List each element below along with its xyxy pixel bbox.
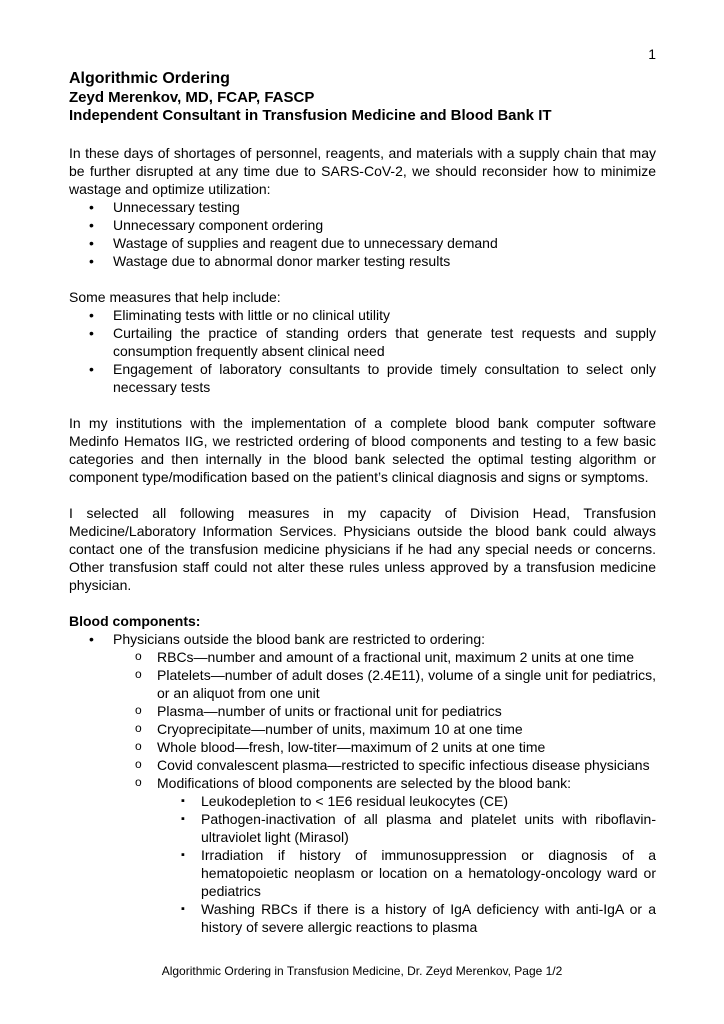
list-item: • Unnecessary component ordering <box>69 216 656 234</box>
measures-list <box>69 306 656 396</box>
list-item: ▪ Irradiation if history of immunosuppression or diagnosis of a hematopoietic neoplasm or location on a hematology-oncology ward or pediatrics <box>157 846 656 900</box>
modifications-list <box>157 792 656 936</box>
list-item: o Cryoprecipitate—number of units, maximum 10 at one time <box>113 720 656 738</box>
list-item: ▪ Washing RBCs if there is a history of IgA deficiency with anti-IgA or a history of severe allergic reactions to plasma <box>157 900 656 936</box>
document-title: Algorithmic Ordering <box>69 70 230 87</box>
orderable-components-list <box>113 648 656 936</box>
list-item <box>113 774 656 936</box>
list-item-text: Modifications of blood components are selected by the blood bank: <box>157 774 572 791</box>
list-item: o RBCs—number and amount of a fractional unit, maximum 2 units at one time <box>113 648 656 666</box>
intro-list <box>69 198 656 270</box>
page-number: 1 <box>648 46 656 62</box>
blood-components-list <box>69 630 656 936</box>
document-body <box>69 70 656 936</box>
list-item: o Covid convalescent plasma—restricted to specific infectious disease physicians <box>113 756 656 774</box>
list-item-text: Physicians outside the blood bank are restricted to ordering: <box>113 630 485 647</box>
list-item: o Plasma—number of units or fractional unit for pediatrics <box>113 702 656 720</box>
institutions-paragraph: In my institutions with the implementation of a complete blood bank computer software Medinfo Hematos IIG, we restricted ordering of blood components and testing to a few basic categories and then internally in the blood bank selected the optimal testing algorithm or component type/modification based on the patient’s clinical diagnosis and signs or symptoms. <box>69 414 656 485</box>
list-item <box>69 630 656 936</box>
selected-measures-paragraph: I selected all following measures in my capacity of Division Head, Transfusion Medicine/Laboratory Information Services. Physicians outside the blood bank could always contact one of the transfusion medicine physicians if he had any special needs or concerns. Other transfusion staff could not alter these rules unless approved by a transfusion medicine physician. <box>69 504 656 593</box>
list-item: • Wastage due to abnormal donor marker testing results <box>69 252 656 270</box>
measures-paragraph: Some measures that help include: <box>69 288 281 305</box>
list-item: • Unnecessary testing <box>69 198 656 216</box>
affiliation-line: Independent Consultant in Transfusion Medicine and Blood Bank IT <box>69 107 552 124</box>
list-item: • Curtailing the practice of standing orders that generate test requests and supply consumption frequently absent clinical need <box>69 324 656 360</box>
list-item: o Whole blood—fresh, low-titer—maximum of 2 units at one time <box>113 738 656 756</box>
list-item: • Eliminating tests with little or no clinical utility <box>69 306 656 324</box>
title-block <box>69 70 656 126</box>
page-footer: Algorithmic Ordering in Transfusion Medicine, Dr. Zeyd Merenkov, Page 1/2 <box>161 964 563 978</box>
list-item: • Wastage of supplies and reagent due to unnecessary demand <box>69 234 656 252</box>
section-heading-blood-components: Blood components: <box>69 612 201 629</box>
list-item: o Platelets—number of adult doses (2.4E11), volume of a single unit for pediatrics, or an aliquot from one unit <box>113 666 656 702</box>
author-line: Zeyd Merenkov, MD, FCAP, FASCP <box>69 88 315 106</box>
list-item: ▪ Pathogen-inactivation of all plasma and platelet units with riboflavin-ultraviolet light (Mirasol) <box>157 810 656 846</box>
intro-paragraph: In these days of shortages of personnel, reagents, and materials with a supply chain that may be further disrupted at any time due to SARS-CoV-2, we should reconsider how to minimize wastage and optimize utilization: <box>69 144 656 197</box>
list-item: • Engagement of laboratory consultants to provide timely consultation to select only necessary tests <box>69 360 656 396</box>
list-item: ▪ Leukodepletion to < 1E6 residual leukocytes (CE) <box>157 792 656 810</box>
